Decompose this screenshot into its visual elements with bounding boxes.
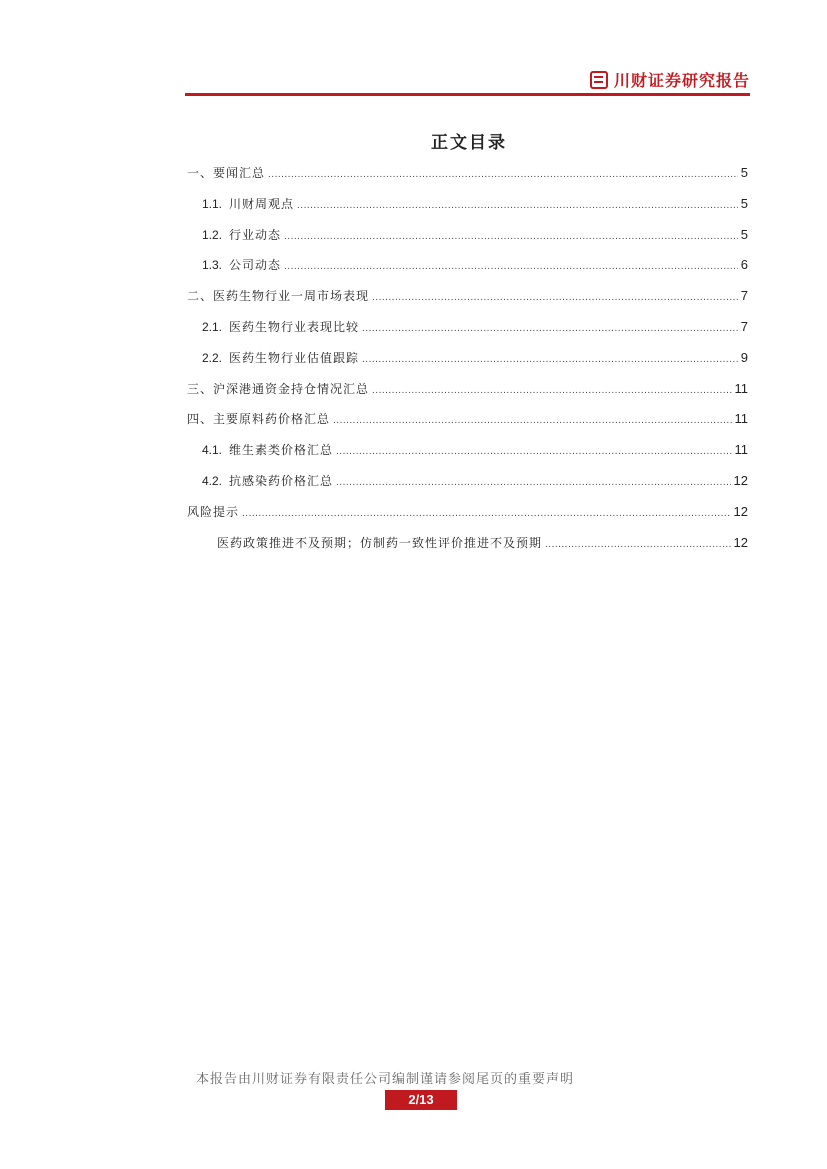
toc-entry-number: 1.2. [202,227,223,242]
toc-entry-number: 2.2. [202,350,223,365]
toc-entry-page: 7 [740,288,748,304]
toc-entry-page: 9 [740,349,748,365]
toc-entry-label: 公司动态 [229,258,282,273]
toc-leader-dots [372,292,738,303]
toc-leader-dots [362,354,738,365]
toc-entry-number: 4.1. [202,443,223,458]
toc-entry[interactable] [187,503,748,534]
toc-entry-page: 5 [740,165,748,180]
header-rule [185,93,750,96]
toc-leader-dots [545,539,731,550]
toc-leader-dots [297,200,738,211]
toc-entry[interactable] [187,256,748,287]
toc-entry-page: 7 [740,318,748,334]
toc-entry-page: 11 [734,411,748,427]
toc-entry-page: 11 [734,380,748,396]
toc-entry[interactable] [187,287,748,318]
toc-entry-page: 12 [733,534,748,550]
page-number-badge: 2/13 [385,1090,457,1110]
toc-entry-label: 一、要闻汇总 [187,166,266,180]
toc-leader-dots [242,508,731,519]
toc-entry[interactable] [187,318,748,349]
toc-entry-label: 行业动态 [229,227,282,242]
toc-entry-page: 6 [740,257,748,273]
toc-leader-dots [372,385,731,396]
toc-leader-dots [333,415,731,426]
toc-entry-page: 11 [734,442,748,458]
toc-entry-label: 风险提示 [187,504,240,519]
toc-leader-dots [336,477,731,488]
toc-entry-label: 二、医药生物行业一周市场表现 [187,289,370,304]
brand [590,68,750,91]
toc-entry-label: 川财周观点 [229,196,295,211]
toc-entry[interactable] [187,441,748,472]
toc-leader-dots [268,169,738,180]
toc-entry-label: 维生素类价格汇总 [229,443,334,458]
page-header [185,62,750,96]
toc-entry-label: 四、主要原料药价格汇总 [187,412,331,427]
toc-entry-page: 12 [733,503,748,519]
table-of-contents [187,164,748,564]
toc-leader-dots [284,261,738,272]
toc-entry[interactable] [187,380,748,411]
toc-entry[interactable] [187,164,748,195]
toc-entry[interactable] [187,226,748,257]
toc-entry-number: 2.1. [202,319,223,334]
toc-entry-number: 1.3. [202,258,223,273]
toc-leader-dots [284,231,738,242]
toc-entry-number: 1.1. [202,196,223,211]
brand-name: 川财证券研究报告 [613,71,750,90]
toc-entry-label: 抗感染药价格汇总 [229,473,334,488]
toc-title: 正文目录 [431,133,507,153]
toc-leader-dots [362,323,738,334]
toc-entry-label: 三、沪深港通资金持仓情况汇总 [187,381,370,396]
toc-entry[interactable] [187,410,748,441]
toc-entry[interactable] [187,534,748,565]
toc-entry[interactable] [187,349,748,380]
toc-entry-page: 5 [740,195,748,211]
toc-entry-label: 医药生物行业表现比较 [229,319,360,334]
toc-entry-label: 医药生物行业估值跟踪 [229,350,360,365]
toc-leader-dots [336,446,731,457]
toc-entry[interactable] [187,472,748,503]
toc-entry-number: 4.2. [202,473,223,488]
toc-entry[interactable] [187,195,748,226]
toc-entry-page: 5 [740,226,748,242]
toc-entry-page: 12 [733,472,748,488]
toc-entry-label: 医药政策推进不及预期；仿制药一致性评价推进不及预期 [217,535,543,550]
disclaimer-note: 本报告由川财证券有限责任公司编制谨请参阅尾页的重要声明 [195,1072,574,1087]
chuancai-logo-icon [590,71,608,89]
